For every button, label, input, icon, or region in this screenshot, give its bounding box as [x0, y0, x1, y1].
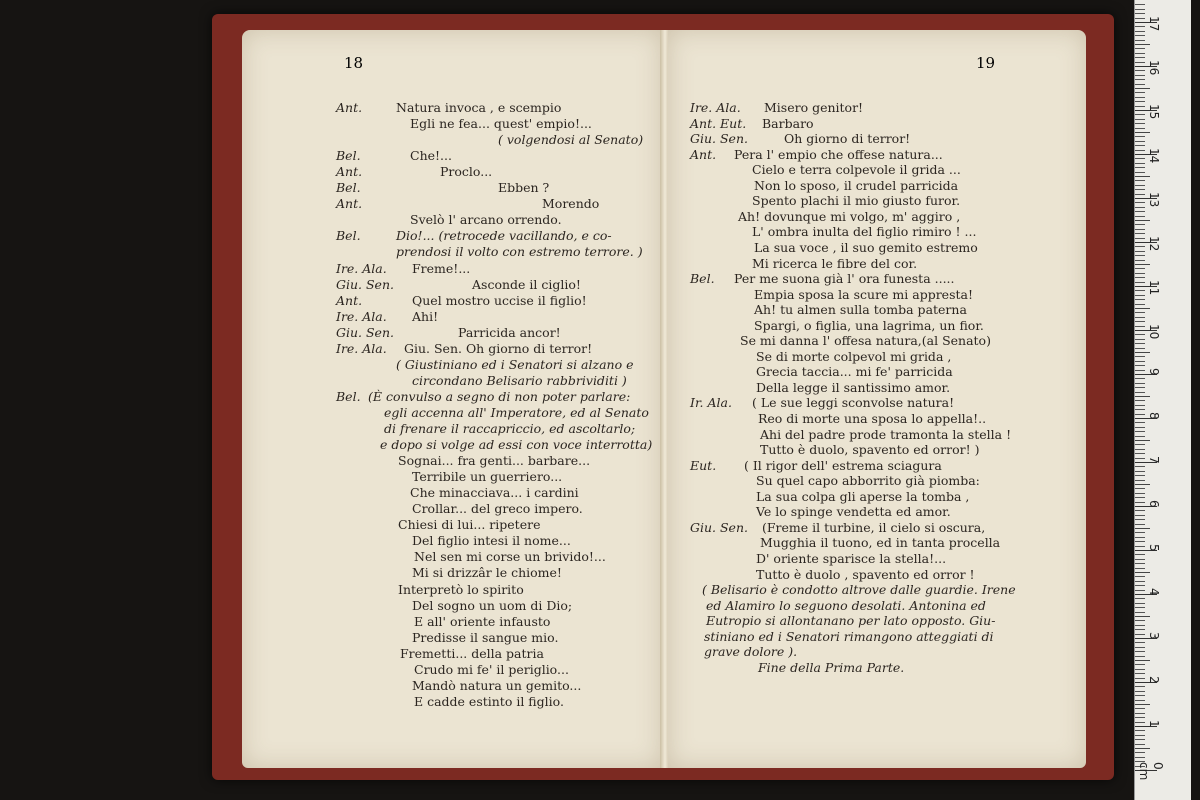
- verse-line: E all' oriente infausto: [414, 613, 551, 629]
- ruler-tick: [1135, 493, 1145, 494]
- ruler-tick: [1135, 651, 1145, 652]
- verse-line: Fremetti... della patria: [400, 645, 544, 661]
- verse-line: Predisse il sangue mio.: [412, 629, 559, 645]
- ruler-number: 9: [1147, 368, 1161, 376]
- ruler-tick: [1135, 356, 1145, 357]
- ruler-tick: [1135, 57, 1145, 58]
- verse-line: Ve lo spinge vendetta ed amor.: [756, 504, 951, 520]
- ruler-tick: [1135, 387, 1145, 388]
- ruler-number: 1: [1147, 720, 1161, 728]
- right-page: [668, 30, 1086, 768]
- ruler-tick: [1135, 383, 1145, 384]
- speaker-label: Bel.: [690, 271, 715, 287]
- ruler-tick: [1135, 700, 1145, 701]
- verse-line: L' ombra inulta del figlio rimiro ! ...: [752, 224, 977, 240]
- ruler-tick: [1135, 251, 1145, 252]
- ruler-tick: [1135, 13, 1145, 14]
- ruler-tick: [1135, 559, 1145, 560]
- ruler-tick: [1135, 691, 1145, 692]
- ruler-tick: [1135, 317, 1145, 318]
- verse-line: Se di morte colpevol mi grida ,: [756, 348, 952, 364]
- verse-line: di frenare il raccapriccio, ed ascoltarlo;: [384, 421, 636, 436]
- ruler-tick: [1135, 277, 1145, 278]
- ruler-tick: [1135, 519, 1145, 520]
- ruler-number: 8: [1147, 412, 1161, 420]
- verse-line: Barbaro: [762, 115, 814, 131]
- speaker-label: Bel.: [336, 388, 361, 404]
- ruler-tick: [1135, 264, 1150, 265]
- verse-line: Per me suona già l' ora funesta .....: [734, 271, 955, 287]
- speaker-label: Ant.: [336, 100, 363, 115]
- ruler-unit-label: 0 cm: [1137, 762, 1165, 781]
- speaker-label: Ant.: [690, 146, 717, 162]
- speaker-label: Giu. Sen.: [690, 519, 748, 535]
- ruler-tick: [1135, 255, 1145, 256]
- ruler-tick: [1135, 48, 1145, 49]
- ruler-tick: [1135, 216, 1145, 217]
- ruler-tick: [1135, 136, 1145, 137]
- ruler-tick: [1135, 114, 1145, 115]
- verse-line: Interpretò lo spirito: [398, 581, 524, 597]
- verse-line: Non lo sposo, il crudel parricida: [754, 177, 959, 193]
- ruler-tick: [1135, 268, 1145, 269]
- ruler-tick: [1135, 75, 1145, 76]
- verse-line: Ah! tu almen sulla tomba paterna: [754, 302, 967, 318]
- speaker-label: Ant. Eut.: [690, 115, 747, 131]
- ruler-tick: [1135, 730, 1145, 731]
- verse-line: Crudo mi fe' il periglio...: [414, 661, 569, 677]
- ruler-tick: [1135, 334, 1145, 335]
- speaker-label: Ire. Ala.: [690, 100, 741, 115]
- ruler-tick: [1135, 515, 1145, 516]
- ruler-tick: [1135, 321, 1145, 322]
- verse-line: e dopo si volge ad essi con voce interrotta): [380, 437, 653, 453]
- ruler-tick: [1135, 119, 1145, 120]
- ruler-tick: [1135, 220, 1150, 221]
- ruler-number: 7: [1147, 456, 1161, 464]
- ruler-tick: [1135, 26, 1145, 27]
- ruler-tick: [1135, 524, 1145, 525]
- ruler-tick: [1135, 590, 1145, 591]
- ruler-tick: [1135, 233, 1145, 234]
- verse-line: Del figlio intesi il nome...: [412, 533, 571, 549]
- ruler-tick: [1135, 634, 1145, 635]
- verse-line: Spento plachi il mio giusto furor.: [752, 193, 961, 209]
- ruler-tick: [1135, 660, 1150, 661]
- ruler-tick: [1135, 414, 1145, 415]
- verse-line: Crollar... del greco impero.: [412, 501, 583, 517]
- ruler-tick: [1135, 541, 1145, 542]
- speaker-label: Ant.: [336, 292, 363, 308]
- speaker-label: Ire. Ala.: [336, 340, 387, 356]
- ruler-tick: [1135, 101, 1145, 102]
- verse-line: Grecia taccia... mi fe' parricida: [756, 364, 953, 380]
- ruler-number: 6: [1147, 500, 1161, 508]
- ruler-tick: [1135, 295, 1145, 296]
- ruler-tick: [1135, 735, 1145, 736]
- ruler-tick: [1135, 189, 1145, 190]
- right-page-number: 19: [976, 54, 996, 72]
- ruler-tick: [1135, 673, 1145, 674]
- verse-line: Eutropio si allontanano per lato opposto. Giu-: [706, 613, 996, 629]
- verse-line: Parricida ancor!: [458, 324, 561, 340]
- verse-line: grave dolore ).: [704, 644, 798, 660]
- verse-line: Mandò natura un gemito...: [412, 677, 582, 693]
- verse-line: Mugghia il tuono, ed in tanta procella: [760, 535, 1001, 551]
- ruler-number: 2: [1147, 676, 1161, 684]
- ruler-tick: [1135, 739, 1145, 740]
- verse-line: Giu. Sen. Oh giorno di terror!: [404, 340, 593, 356]
- ruler-tick: [1135, 664, 1145, 665]
- ruler-tick: [1135, 409, 1145, 410]
- ruler-tick: [1135, 480, 1145, 481]
- verse-line: Su quel capo abborrito già piomba:: [756, 473, 980, 489]
- ruler-tick: [1135, 708, 1145, 709]
- ruler-tick: [1135, 713, 1145, 714]
- verse-line: ( Belisario è condotto altrove dalle guardie. Irene: [702, 582, 1016, 598]
- verse-line: Quel mostro uccise il figlio!: [412, 292, 587, 308]
- ruler-tick: [1135, 202, 1145, 203]
- ruler-tick: [1135, 18, 1145, 19]
- ruler-tick: [1135, 598, 1145, 599]
- ruler-tick: [1135, 207, 1145, 208]
- verse-line: Asconde il ciglio!: [472, 276, 581, 292]
- ruler-tick: [1135, 238, 1145, 239]
- ruler-tick: [1135, 176, 1150, 177]
- ruler-tick: [1135, 616, 1150, 617]
- ruler-tick: [1135, 656, 1145, 657]
- speaker-label: Ant.: [336, 196, 363, 212]
- ruler-tick: [1135, 141, 1145, 142]
- ruler-tick: [1135, 704, 1150, 705]
- ruler-tick: [1135, 695, 1145, 696]
- ruler-tick: [1135, 748, 1150, 749]
- ruler-tick: [1135, 392, 1145, 393]
- ruler-tick: [1135, 537, 1145, 538]
- verse-line: ( Giustiniano ed i Senatori si alzano e: [396, 356, 634, 372]
- ruler-tick: [1135, 224, 1145, 225]
- ruler-tick: [1135, 686, 1145, 687]
- verse-line: prendosi il volto con estremo terrore. ): [396, 244, 643, 260]
- ruler-tick: [1135, 607, 1145, 608]
- left-page: [242, 30, 662, 768]
- verse-line: Mi ricerca le fibre del cor.: [752, 255, 918, 271]
- verse-line: ( Il rigor dell' estrema sciagura: [744, 457, 942, 473]
- ruler-tick: [1135, 163, 1145, 164]
- ruler-tick: [1135, 568, 1145, 569]
- ruler-tick: [1135, 260, 1145, 261]
- verse-line: La sua colpa gli aperse la tomba ,: [756, 488, 970, 504]
- ruler-tick: [1135, 471, 1145, 472]
- verse-line: Fine della Prima Parte.: [758, 659, 905, 675]
- speaker-label: Ire. Ala.: [336, 260, 387, 276]
- ruler-tick: [1135, 497, 1145, 498]
- ruler-tick: [1135, 458, 1145, 459]
- ruler-tick: [1135, 427, 1145, 428]
- ruler-tick: [1135, 53, 1145, 54]
- ruler-tick: [1135, 194, 1145, 195]
- verse-line: Cielo e terra colpevole il grida ...: [752, 162, 961, 178]
- ruler-tick: [1135, 585, 1145, 586]
- verse-line: Misero genitor!: [764, 100, 864, 115]
- ruler-tick: [1135, 431, 1145, 432]
- verse-line: Svelò l' arcano orrendo.: [410, 212, 562, 228]
- ruler-number: 14: [1147, 148, 1161, 164]
- verse-line: Natura invoca , e scempio: [396, 100, 562, 115]
- ruler-tick: [1135, 669, 1145, 670]
- ruler-tick: [1135, 647, 1145, 648]
- ruler-tick: [1135, 211, 1145, 212]
- verse-line: Della legge il santissimo amor.: [756, 379, 951, 395]
- ruler-tick: [1135, 576, 1145, 577]
- verse-line: ed Alamiro lo seguono desolati. Antonina ed: [706, 597, 986, 613]
- verse-line: Egli ne fea... quest' empio!...: [410, 116, 592, 132]
- ruler-tick: [1135, 92, 1145, 93]
- ruler-tick: [1135, 4, 1145, 5]
- ruler-tick: [1135, 757, 1145, 758]
- measuring-ruler: [1134, 0, 1191, 800]
- ruler-tick: [1135, 145, 1145, 146]
- verse-line: Freme!...: [412, 260, 471, 276]
- ruler-tick: [1135, 528, 1150, 529]
- ruler-tick: [1135, 502, 1145, 503]
- ruler-tick: [1135, 31, 1145, 32]
- ruler-tick: [1135, 484, 1150, 485]
- ruler-number: 12: [1147, 236, 1161, 252]
- ruler-tick: [1135, 365, 1145, 366]
- ruler-number: 10: [1147, 324, 1161, 340]
- ruler-tick: [1135, 40, 1145, 41]
- verse-line: Chiesi di lui... ripetere: [398, 517, 541, 533]
- verse-line: circondano Belisario rabbrividiti ): [412, 372, 627, 388]
- ruler-tick: [1135, 246, 1145, 247]
- speaker-label: Bel.: [336, 148, 361, 164]
- ruler-tick: [1135, 312, 1145, 313]
- ruler-tick: [1135, 620, 1145, 621]
- ruler-number: 5: [1147, 544, 1161, 552]
- ruler-number: 15: [1147, 104, 1161, 120]
- speaker-label: Ant.: [336, 164, 363, 180]
- verse-line: ( Le sue leggi sconvolse natura!: [752, 395, 955, 411]
- ruler-tick: [1135, 717, 1145, 718]
- ruler-tick: [1135, 348, 1145, 349]
- ruler-tick: [1135, 581, 1145, 582]
- ruler-tick: [1135, 475, 1145, 476]
- speaker-label: Ire. Ala.: [336, 308, 387, 324]
- ruler-tick: [1135, 532, 1145, 533]
- ruler-number: 16: [1147, 60, 1161, 76]
- ruler-tick: [1135, 97, 1145, 98]
- ruler-tick: [1135, 9, 1145, 10]
- verse-line: Che!...: [410, 148, 452, 164]
- speaker-label: Giu. Sen.: [336, 276, 394, 292]
- ruler-tick: [1135, 603, 1145, 604]
- ruler-tick: [1135, 546, 1145, 547]
- verse-line: ( volgendosi al Senato): [498, 132, 644, 148]
- ruler-tick: [1135, 612, 1145, 613]
- verse-line: Proclo...: [440, 164, 493, 180]
- verse-line: Morendo: [542, 196, 600, 212]
- verse-line: stiniano ed i Senatori rimangono atteggiati di: [704, 628, 994, 644]
- ruler-tick: [1135, 422, 1145, 423]
- ruler-number: 13: [1147, 192, 1161, 208]
- verse-line: Che minacciava... i cardini: [410, 485, 579, 501]
- ruler-tick: [1135, 444, 1145, 445]
- ruler-tick: [1135, 572, 1150, 573]
- ruler-tick: [1135, 79, 1145, 80]
- ruler-tick: [1135, 752, 1145, 753]
- verse-line: Se mi danna l' offesa natura,(al Senato): [740, 333, 991, 349]
- ruler-tick: [1135, 361, 1145, 362]
- verse-line: (È convulso a segno di non poter parlare:: [368, 388, 631, 404]
- ruler-tick: [1135, 123, 1145, 124]
- ruler-tick: [1135, 405, 1145, 406]
- ruler-tick: [1135, 290, 1145, 291]
- ruler-tick: [1135, 70, 1145, 71]
- ruler-tick: [1135, 35, 1145, 36]
- ruler-tick: [1135, 158, 1145, 159]
- ruler-tick: [1135, 629, 1145, 630]
- ruler-tick: [1135, 642, 1145, 643]
- ruler-number: 11: [1147, 280, 1161, 296]
- ruler-tick: [1135, 150, 1145, 151]
- ruler-tick: [1135, 180, 1145, 181]
- ruler-tick: [1135, 440, 1150, 441]
- ruler-tick: [1135, 453, 1145, 454]
- verse-line: egli accenna all' Imperatore, ed al Senato: [384, 404, 649, 420]
- verse-line: Spargi, o figlia, una lagrima, un fior.: [754, 317, 984, 333]
- verse-line: Empia sposa la scure mi appresta!: [754, 286, 973, 302]
- ruler-tick: [1135, 343, 1145, 344]
- verse-line: Oh giorno di terror!: [784, 131, 911, 147]
- speaker-label: Giu. Sen.: [336, 324, 394, 340]
- speaker-label: Bel.: [336, 228, 361, 244]
- verse-line: Dio!... (retrocede vacillando, e co-: [396, 228, 612, 244]
- ruler-tick: [1135, 510, 1145, 511]
- ruler-tick: [1135, 172, 1145, 173]
- ruler-tick: [1135, 370, 1145, 371]
- ruler-tick: [1135, 128, 1145, 129]
- ruler-tick: [1135, 106, 1145, 107]
- verse-line: Tutto è duolo, spavento ed orror! ): [760, 442, 980, 458]
- ruler-tick: [1135, 722, 1145, 723]
- speaker-label: Bel.: [336, 180, 361, 196]
- ruler-tick: [1135, 400, 1145, 401]
- verse-line: Reo di morte una sposa lo appella!..: [758, 411, 987, 426]
- ruler-tick: [1135, 396, 1150, 397]
- verse-line: Ebben ?: [498, 180, 550, 196]
- speaker-label: Giu. Sen.: [690, 131, 748, 147]
- verse-line: Del sogno un uom di Dio;: [412, 597, 573, 613]
- ruler-tick: [1135, 744, 1145, 745]
- ruler-number: 3: [1147, 632, 1161, 640]
- verse-line: Pera l' empio che offese natura...: [734, 146, 943, 162]
- ruler-tick: [1135, 466, 1145, 467]
- ruler-tick: [1135, 282, 1145, 283]
- speaker-label: Eut.: [690, 457, 717, 473]
- ruler-tick: [1135, 229, 1145, 230]
- verse-line: Terribile un guerriero...: [412, 469, 563, 485]
- verse-line: La sua voce , il suo gemito estremo: [754, 239, 978, 255]
- ruler-tick: [1135, 132, 1150, 133]
- ruler-tick: [1135, 678, 1145, 679]
- ruler-tick: [1135, 449, 1145, 450]
- verse-line: Mi si drizzâr le chiome!: [412, 565, 562, 581]
- ruler-tick: [1135, 84, 1145, 85]
- ruler-tick: [1135, 299, 1145, 300]
- verse-line: Ahi del padre prode tramonta la stella !: [760, 426, 1012, 442]
- ruler-tick: [1135, 185, 1145, 186]
- ruler-tick: [1135, 326, 1145, 327]
- verse-line: D' oriente sparisce la stella!...: [756, 550, 947, 566]
- ruler-tick: [1135, 554, 1145, 555]
- ruler-tick: [1135, 304, 1145, 305]
- speaker-label: Ir. Ala.: [690, 395, 732, 411]
- verse-line: E cadde estinto il figlio.: [414, 693, 564, 709]
- left-page-number: 18: [344, 54, 364, 72]
- ruler-tick: [1135, 625, 1145, 626]
- verse-line: (Freme il turbine, il cielo si oscura,: [762, 519, 986, 535]
- ruler-tick: [1135, 62, 1145, 63]
- ruler-tick: [1135, 44, 1150, 45]
- ruler-tick: [1135, 273, 1145, 274]
- verse-line: Sognai... fra genti... barbare...: [398, 453, 591, 469]
- ruler-tick: [1135, 167, 1145, 168]
- verse-line: Ah! dovunque mi volgo, m' aggiro ,: [738, 208, 961, 224]
- ruler-tick: [1135, 563, 1145, 564]
- ruler-tick: [1135, 378, 1145, 379]
- verse-line: Tutto è duolo , spavento ed orror !: [756, 566, 975, 582]
- ruler-number: 4: [1147, 588, 1161, 596]
- ruler-tick: [1135, 339, 1145, 340]
- ruler-tick: [1135, 436, 1145, 437]
- ruler-tick: [1135, 308, 1150, 309]
- ruler-tick: [1135, 352, 1150, 353]
- ruler-tick: [1135, 488, 1145, 489]
- verse-line: Nel sen mi corse un brivido!...: [414, 549, 606, 565]
- ruler-number: 17: [1147, 16, 1161, 32]
- verse-line: Ahi!: [412, 308, 439, 324]
- ruler-tick: [1135, 88, 1150, 89]
